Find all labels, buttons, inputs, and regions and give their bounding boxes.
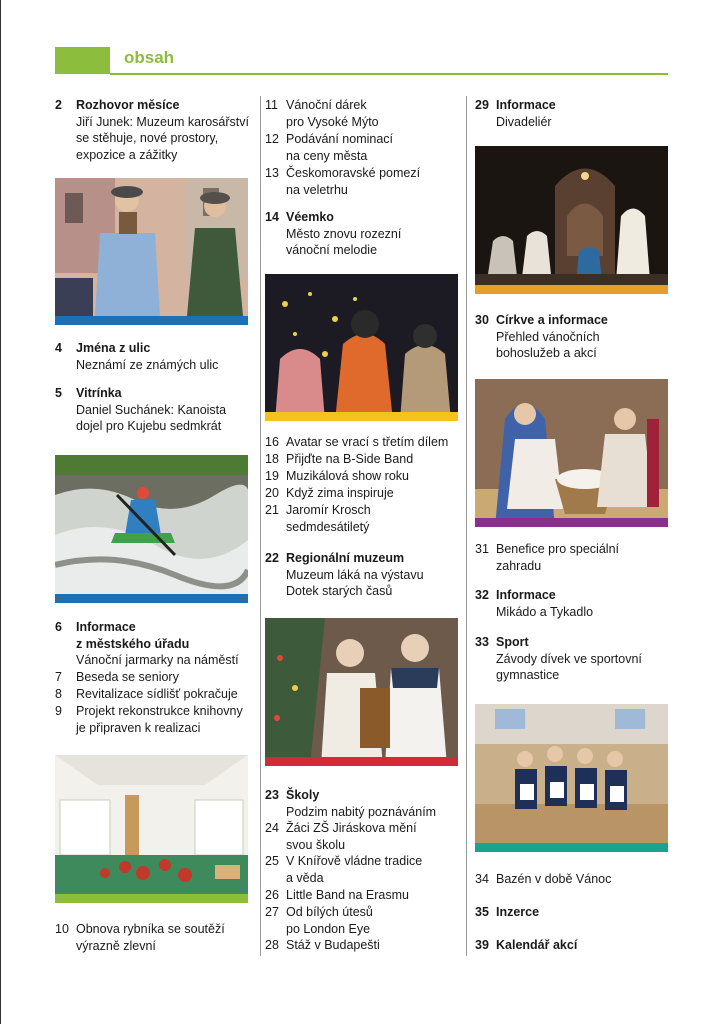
page-edge bbox=[0, 0, 1, 1024]
column-divider-2 bbox=[466, 96, 467, 956]
library-render-photo bbox=[55, 755, 248, 903]
color-bar bbox=[55, 316, 248, 325]
color-bar bbox=[265, 757, 458, 766]
nativity-scene-photo bbox=[475, 379, 668, 527]
color-bar bbox=[475, 285, 668, 294]
interview-photo bbox=[55, 178, 248, 325]
column-divider-1 bbox=[260, 96, 261, 956]
header-rule bbox=[110, 73, 668, 75]
color-bar bbox=[475, 518, 668, 527]
color-bar bbox=[55, 594, 248, 603]
theatre-night-photo bbox=[475, 146, 668, 294]
christmas-concert-photo bbox=[265, 274, 458, 421]
museum-vintage-photo bbox=[265, 618, 458, 766]
header-accent-block bbox=[55, 47, 110, 74]
canoeist-photo bbox=[55, 455, 248, 603]
page-title: obsah bbox=[124, 48, 175, 67]
color-bar bbox=[475, 843, 668, 852]
color-bar bbox=[265, 412, 458, 421]
gymnastics-team-photo bbox=[475, 704, 668, 852]
color-bar bbox=[55, 894, 248, 903]
